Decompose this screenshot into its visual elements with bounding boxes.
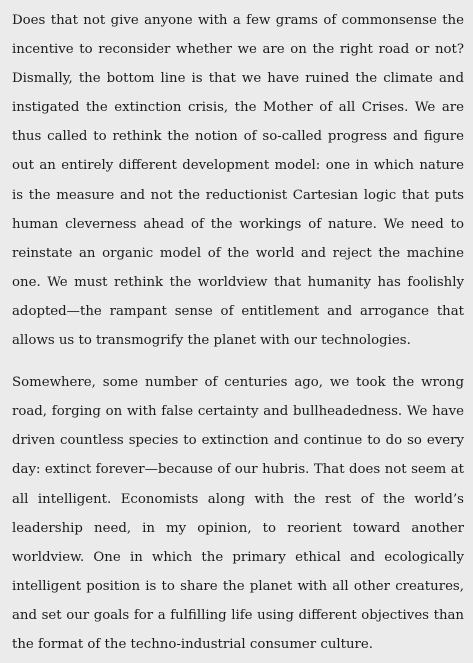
paragraph-2: Somewhere, some number of centuries ago, we took the wrong road, forging on with false certainty and bullheadedness. We have driven countless species to extinction and continue to do so every day: extinct forever—because of our hubris. That does not seem at all intelligent. Economists along with the rest of the world’s leadership need, in my opinion, to reorient toward another worldview. One in which the primary ethical and ecologically intelligent position is to share the planet with all other creatures, and set our goals for a fulfilling life using different objectives than the format of the techno-industrial consumer culture.	[12, 375, 464, 652]
paragraph-1: Does that not give anyone with a few grams of commonsense the incentive to reconsider whether we are on the right road or not? Dismally, the bottom line is that we have ruined the climate and instigated the extinction crisis, the Mother of all Crises. We are thus called to rethink the notion of so-called progress and figure out an entirely different development model: one in which nature is the measure and not the reductionist Cartesian logic that puts human cleverness ahead of the workings of nature. We need to reinstate an organic model of the world and reject the machine one. We must rethink the worldview that humanity has foolishly adopted—the rampant sense of entitlement and arrogance that allows us to transmogrify the planet with our technologies.	[12, 13, 464, 349]
document-page	[12, 6, 464, 659]
